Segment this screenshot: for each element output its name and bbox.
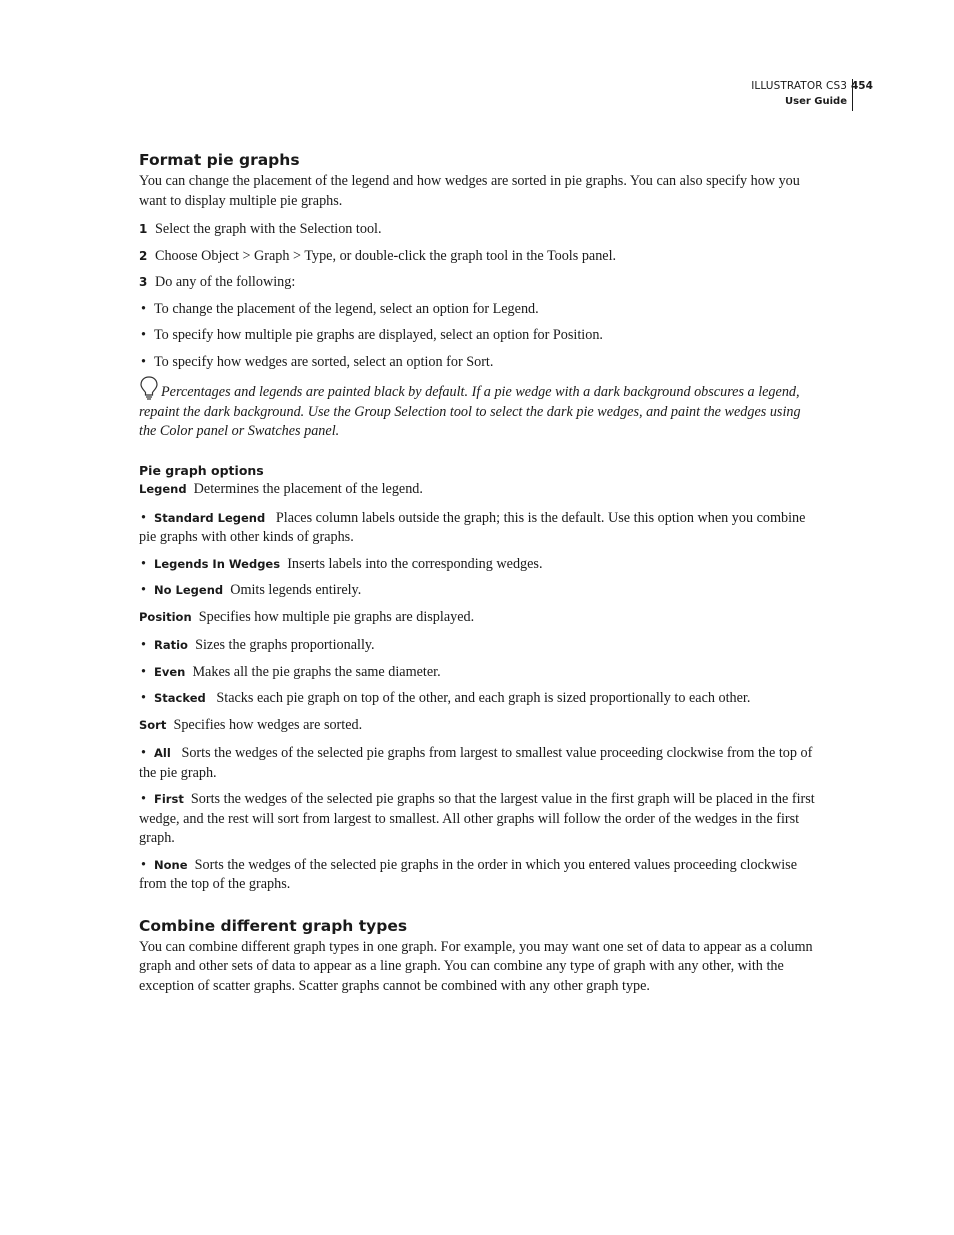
option-legend: Legend Determines the placement of the legend. [139, 480, 423, 497]
list-item: • To specify how wedges are sorted, select an option for Sort. [141, 353, 494, 370]
page-number: 454 [851, 80, 873, 92]
step-text: Choose Object > Graph > Type, or double-click the graph tool in the Tools panel. [155, 247, 617, 264]
running-header [751, 79, 847, 109]
list-item: • To specify how multiple pie graphs are displayed, select an option for Position. [141, 327, 603, 344]
step-2 [139, 247, 815, 267]
option-even: • Even Makes all the pie graphs the same diameter. [141, 663, 441, 680]
section-title-combine-graph-types: Combine different graph types [139, 916, 408, 935]
lightbulb-icon [139, 379, 161, 397]
option-stacked: • Stacked Stacks each pie graph on top of the other, and each graph is sized proportionally to each other. [141, 690, 751, 707]
option-all: • All Sorts the wedges of the selected pie graphs from largest to smallest value proceeding clockwise from the top of the pie graph. [139, 745, 813, 781]
step-text: Select the graph with the Selection tool. [155, 221, 382, 238]
option-ratio: • Ratio Sizes the graphs proportionally. [141, 637, 375, 654]
guide-name: User Guide [785, 96, 847, 107]
step-3 [139, 273, 815, 293]
page-content [139, 148, 815, 997]
step-1 [139, 220, 815, 240]
step-number: 3 [139, 275, 148, 290]
option-position: Position Specifies how multiple pie graphs are displayed. [139, 608, 475, 625]
intro-paragraph: You can change the placement of the legend and how wedges are sorted in pie graphs. You can also specify how you want to display multiple pie graphs. [139, 173, 800, 209]
step-text: Do any of the following: [155, 274, 296, 291]
product-name: ILLUSTRATOR CS3 [751, 80, 847, 92]
step-number: 2 [139, 248, 148, 263]
section2-paragraph: You can combine different graph types in one graph. For example, you may want one set of data to appear as a column graph and other sets of data to appear as a line graph. You can combine any type of graph with any other, with the exception of scatter graphs. Scatter graphs cannot be combined with any other graph type. [139, 938, 813, 994]
step-number: 1 [139, 222, 148, 237]
option-no-legend: • No Legend Omits legends entirely. [141, 582, 362, 599]
option-first: • First Sorts the wedges of the selected pie graphs so that the largest value in the first graph will be placed in the first wedge, and the rest will sort from largest to smallest. All other graphs will follow the order of the wedges in the first graph. [139, 791, 815, 847]
option-none: • None Sorts the wedges of the selected pie graphs in the order in which you entered values proceeding clockwise from the top of the graphs. [139, 856, 797, 893]
option-legends-in-wedges: • Legends In Wedges Inserts labels into the corresponding wedges. [141, 555, 543, 572]
section-title-format-pie-graphs: Format pie graphs [139, 151, 300, 169]
list-item: • To change the placement of the legend, select an option for Legend. [141, 300, 539, 317]
subheading-pie-graph-options: Pie graph options [139, 462, 264, 478]
option-standard-legend: • Standard Legend Places column labels outside the graph; this is the default. Use this option when you combine pie graphs with other kinds of graphs. [139, 509, 806, 546]
option-sort: Sort Specifies how wedges are sorted. [139, 716, 363, 733]
tip-note: Percentages and legends are painted black by default. If a pie wedge with a dark background obscures a legend, repaint the dark background. Use the Group Selection tool to select the dark pie wedges, and paint the wedges using the Color panel or Swatches panel. [139, 379, 815, 442]
